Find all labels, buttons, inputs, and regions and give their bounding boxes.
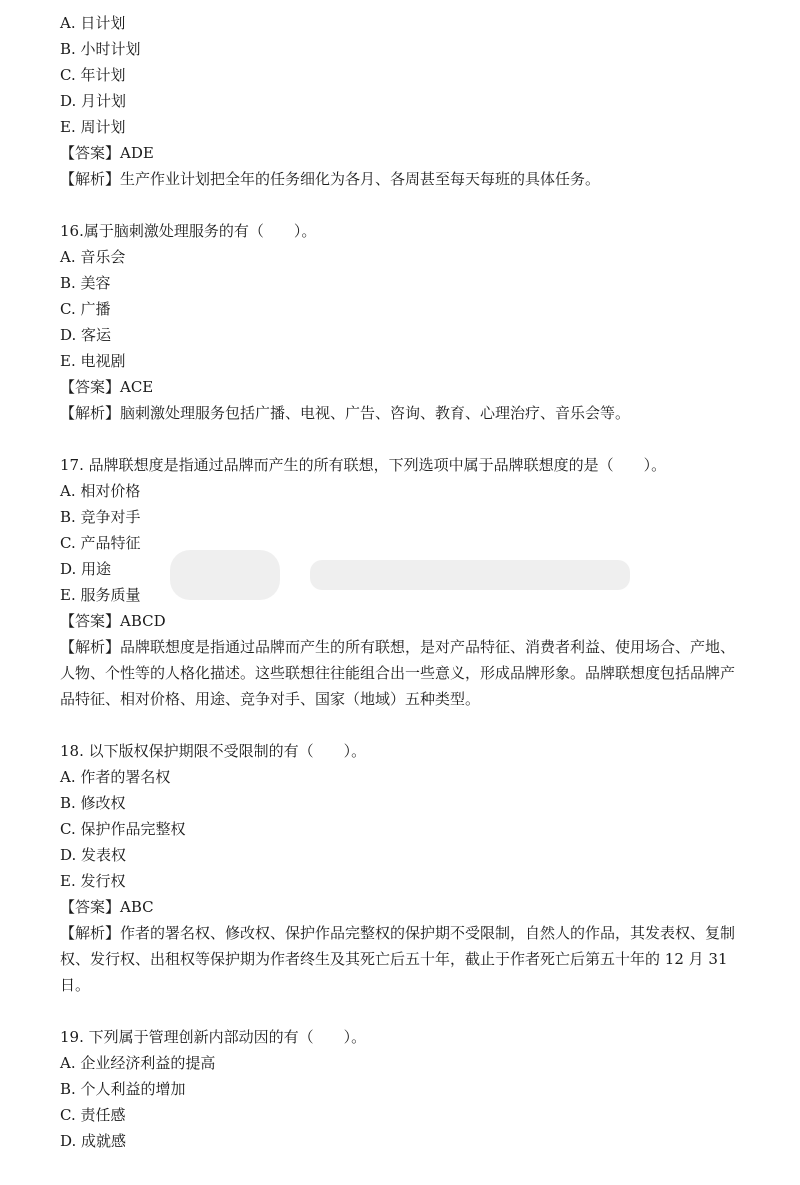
- option: D. 发表权: [60, 846, 127, 864]
- answer: 【答案】ABCD: [60, 612, 166, 630]
- option: A. 相对价格: [60, 482, 141, 500]
- option: C. 保护作品完整权: [60, 820, 186, 838]
- analysis: 【解析】品牌联想度是指通过品牌而产生的所有联想，是对产品特征、消费者利益、使用场合、产地、人物、个性等的人格化描述。这些联想往往能组合出一些意义，形成品牌形象。品牌联想度包括品牌产品特征、相对价格、用途、竞争对手、国家（地域）五种类型。: [60, 638, 736, 708]
- option: B. 竞争对手: [60, 508, 141, 526]
- option: D. 客运: [60, 326, 112, 344]
- option: E. 发行权: [60, 872, 126, 890]
- question-stem: 17. 品牌联想度是指通过品牌而产生的所有联想，下列选项中属于品牌联想度的是（ ）。: [60, 456, 667, 474]
- question-18: [60, 738, 760, 998]
- option: A. 作者的署名权: [60, 768, 171, 786]
- option: D. 用途: [60, 560, 112, 578]
- option: A. 企业经济利益的提高: [60, 1054, 216, 1072]
- option: E. 服务质量: [60, 586, 141, 604]
- question-16: [60, 218, 760, 426]
- question-stem: 16.属于脑刺激处理服务的有（ ）。: [60, 222, 317, 240]
- answer: 【答案】ACE: [60, 378, 154, 396]
- prev-question: [60, 10, 760, 192]
- watermark: [170, 540, 630, 610]
- option: B. 小时计划: [60, 40, 141, 58]
- question-19: [60, 1024, 760, 1154]
- question-stem: 18. 以下版权保护期限不受限制的有（ ）。: [60, 742, 367, 760]
- analysis: 【解析】生产作业计划把全年的任务细化为各月、各周甚至每天每班的具体任务。: [60, 170, 601, 188]
- spacer: [60, 712, 760, 738]
- spacer: [60, 426, 760, 452]
- option: C. 责任感: [60, 1106, 126, 1124]
- option: A. 音乐会: [60, 248, 126, 266]
- option: A. 日计划: [60, 14, 126, 32]
- spacer: [60, 192, 760, 218]
- question-stem: 19. 下列属于管理创新内部动因的有（ ）。: [60, 1028, 367, 1046]
- analysis: 【解析】作者的署名权、修改权、保护作品完整权的保护期不受限制，自然人的作品，其发表权、复制权、发行权、出租权等保护期为作者终生及其死亡后五十年，截止于作者死亡后第五十年的 12 月 31 日。: [60, 924, 736, 994]
- option: B. 个人利益的增加: [60, 1080, 186, 1098]
- spacer: [60, 998, 760, 1024]
- option: D. 月计划: [60, 92, 127, 110]
- answer: 【答案】ABC: [60, 898, 154, 916]
- option: E. 电视剧: [60, 352, 126, 370]
- answer: 【答案】ADE: [60, 144, 154, 162]
- option: B. 美容: [60, 274, 111, 292]
- option: C. 广播: [60, 300, 111, 318]
- option: D. 成就感: [60, 1132, 127, 1150]
- option: C. 产品特征: [60, 534, 141, 552]
- option: E. 周计划: [60, 118, 126, 136]
- option: C. 年计划: [60, 66, 126, 84]
- option: B. 修改权: [60, 794, 126, 812]
- analysis: 【解析】脑刺激处理服务包括广播、电视、广告、咨询、教育、心理治疗、音乐会等。: [60, 404, 631, 422]
